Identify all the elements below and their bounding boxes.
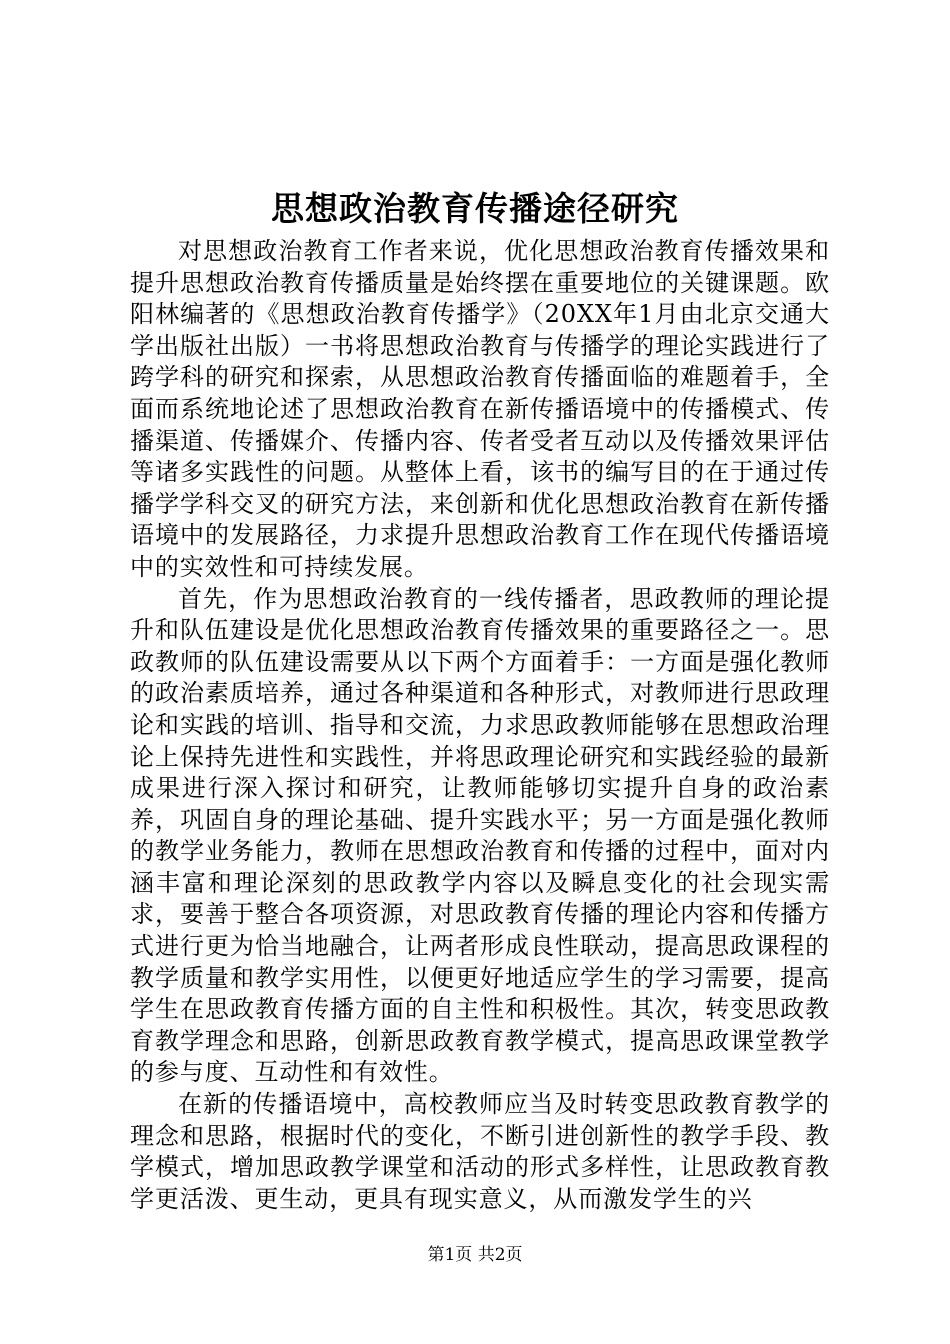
page-number-footer: 第1页 共2页 <box>427 1245 523 1265</box>
paragraph-3: 在新的传播语境中，高校教师应当及时转变思政教育教学的理念和思路，根据时代的变化，不断引进创新性的教学手段、教学模式，增加思政教学课堂和活动的形式多样性，让思政教育教学更活泼、更生动，更具有现实意义，从而激发学生的兴 <box>130 1090 830 1213</box>
document-title: 思想政治教育传播途径研究 <box>271 189 679 228</box>
paragraph-1: 对思想政治教育工作者来说，优化思想政治教育传播效果和提升思想政治教育传播质量是始终摆在重要地位的关键课题。欧阳林编著的《思想政治教育传播学》（20XX年1月由北京交通大学出版社出版）一书将思想政治教育与传播学的理论实践进行了跨学科的研究和探索，从思想政治教育传播面临的难题着手，全面而系统地论述了思想政治教育在新传播语境中的传播模式、传播渠道、传播媒介、传播内容、传者受者互动以及传播效果评估等诸多实践性的问题。从整体上看，该书的编写目的在于通过传播学学科交叉的研究方法，来创新和优化思想政治教育在新传播语境中的发展路径，力求提升思想政治教育工作在现代传播语境中的实效性和可持续发展。 <box>130 237 830 581</box>
document-body <box>130 236 830 1215</box>
paragraph-2: 首先，作为思想政治教育的一线传播者，思政教师的理论提升和队伍建设是优化思想政治教育传播效果的重要路径之一。思政教师的队伍建设需要从以下两个方面着手：一方面是强化教师的政治素质培养，通过各种渠道和各种形式，对教师进行思政理论和实践的培训、指导和交流，力求思政教师能够在思想政治理论上保持先进性和实践性，并将思政理论研究和实践经验的最新成果进行深入探讨和研究，让教师能够切实提升自身的政治素养，巩固自身的理论基础、提升实践水平；另一方面是强化教师的教学业务能力，教师在思想政治教育和传播的过程中，面对内涵丰富和理论深刻的思政教学内容以及瞬息变化的社会现实需求，要善于整合各项资源，对思政教育传播的理论内容和传播方式进行更为恰当地融合，让两者形成良性联动，提高思政课程的教学质量和教学实用性，以便更好地适应学生的学习需要，提高学生在思政教育传播方面的自主性和积极性。其次，转变思政教育教学理念和思路，创新思政教育教学模式，提高思政课堂教学的参与度、互动性和有效性。 <box>130 584 830 1087</box>
